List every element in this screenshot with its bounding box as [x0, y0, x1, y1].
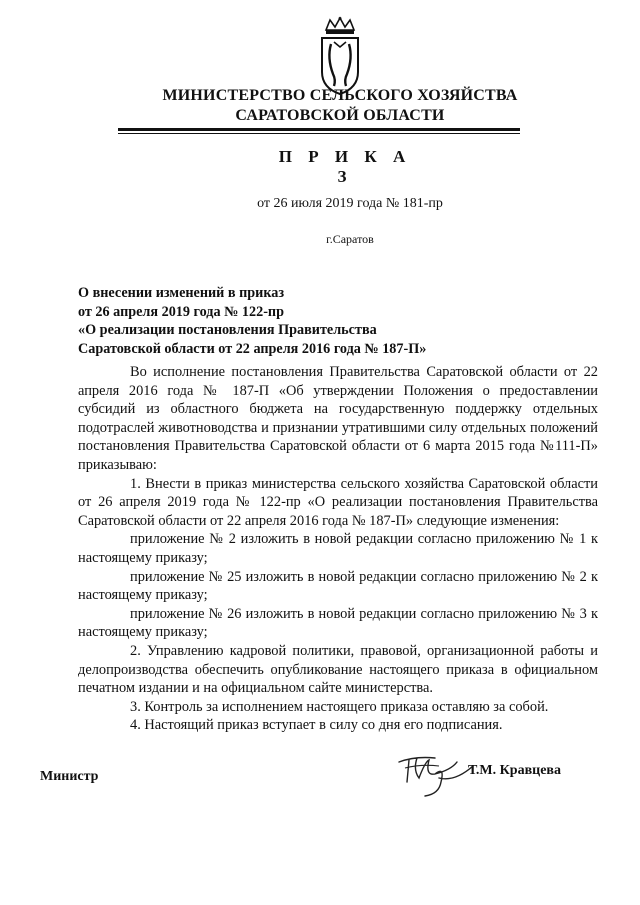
body-item-3: 3. Контроль за исполнением настоящего приказа оставляю за собой.: [130, 698, 549, 715]
body-item-4: 4. Настоящий приказ вступает в силу со дня его подписания.: [130, 717, 503, 734]
ministry-name: [150, 86, 530, 126]
body-item-1-c: приложение № 26 изложить в новой редакции согласно приложению № 3 к настоящему приказу;: [78, 605, 598, 641]
body-intro: Во исполнение постановления Правительства Саратовской области от 22 апреля 2016 года № 187-П «Об утверждении Положения о предоставлении субсидий из областного бюджета на государственную поддержку отдельных подотраслей животноводства и признании утратившими силу отдельных положений постановления Правительства Саратовской области от 6 марта 2015 года №111-П» приказываю:: [78, 364, 598, 473]
header-rule-thin: [118, 133, 520, 134]
document-city: г.Саратов: [326, 232, 374, 246]
header-rule-thick: [118, 128, 520, 131]
document-type: П Р И К А З: [278, 147, 412, 186]
saratov-coat-of-arms-icon: [318, 16, 362, 96]
document-body: [78, 363, 598, 735]
subject-line: О внесении изменений в приказ: [78, 285, 285, 301]
ministry-line-1: МИНИСТЕРСТВО СЕЛЬСКОГО ХОЗЯЙСТВА: [162, 87, 518, 104]
subject-line: Саратовской области от 22 апреля 2016 года № 187-П»: [78, 340, 427, 357]
signatory-position: Министр: [40, 769, 99, 784]
body-item-1-a: приложение № 2 изложить в новой редакции согласно приложению № 1 к настоящему приказу;: [78, 531, 598, 566]
subject-line: «О реализации постановления Правительства: [78, 322, 377, 338]
ministry-line-2: САРАТОВСКОЙ ОБЛАСТИ: [235, 107, 445, 124]
signatory-name: Т.М. Кравцева: [468, 763, 561, 778]
subject-line: от 26 апреля 2019 года № 122-пр: [78, 303, 284, 320]
body-item-1: 1. Внести в приказ министерства сельского хозяйства Саратовской области от 26 апреля 2019 года № 122-пр «О реализации постановления Правительства Саратовской области от 22 апреля 2016 года № 187-П» следующие изменения:: [78, 475, 598, 529]
body-item-1-b: приложение № 25 изложить в новой редакции согласно приложению № 2 к настоящему приказу;: [78, 568, 598, 604]
document-date-number: от 26 июля 2019 года № 181-пр: [257, 196, 443, 211]
document-subject: [78, 284, 478, 358]
body-item-2: 2. Управлению кадровой политики, правовой, организационной работы и делопроизводства обеспечить опубликование настоящего приказа в официальном печатном издании и на официальном сайте министерства.: [78, 642, 598, 697]
